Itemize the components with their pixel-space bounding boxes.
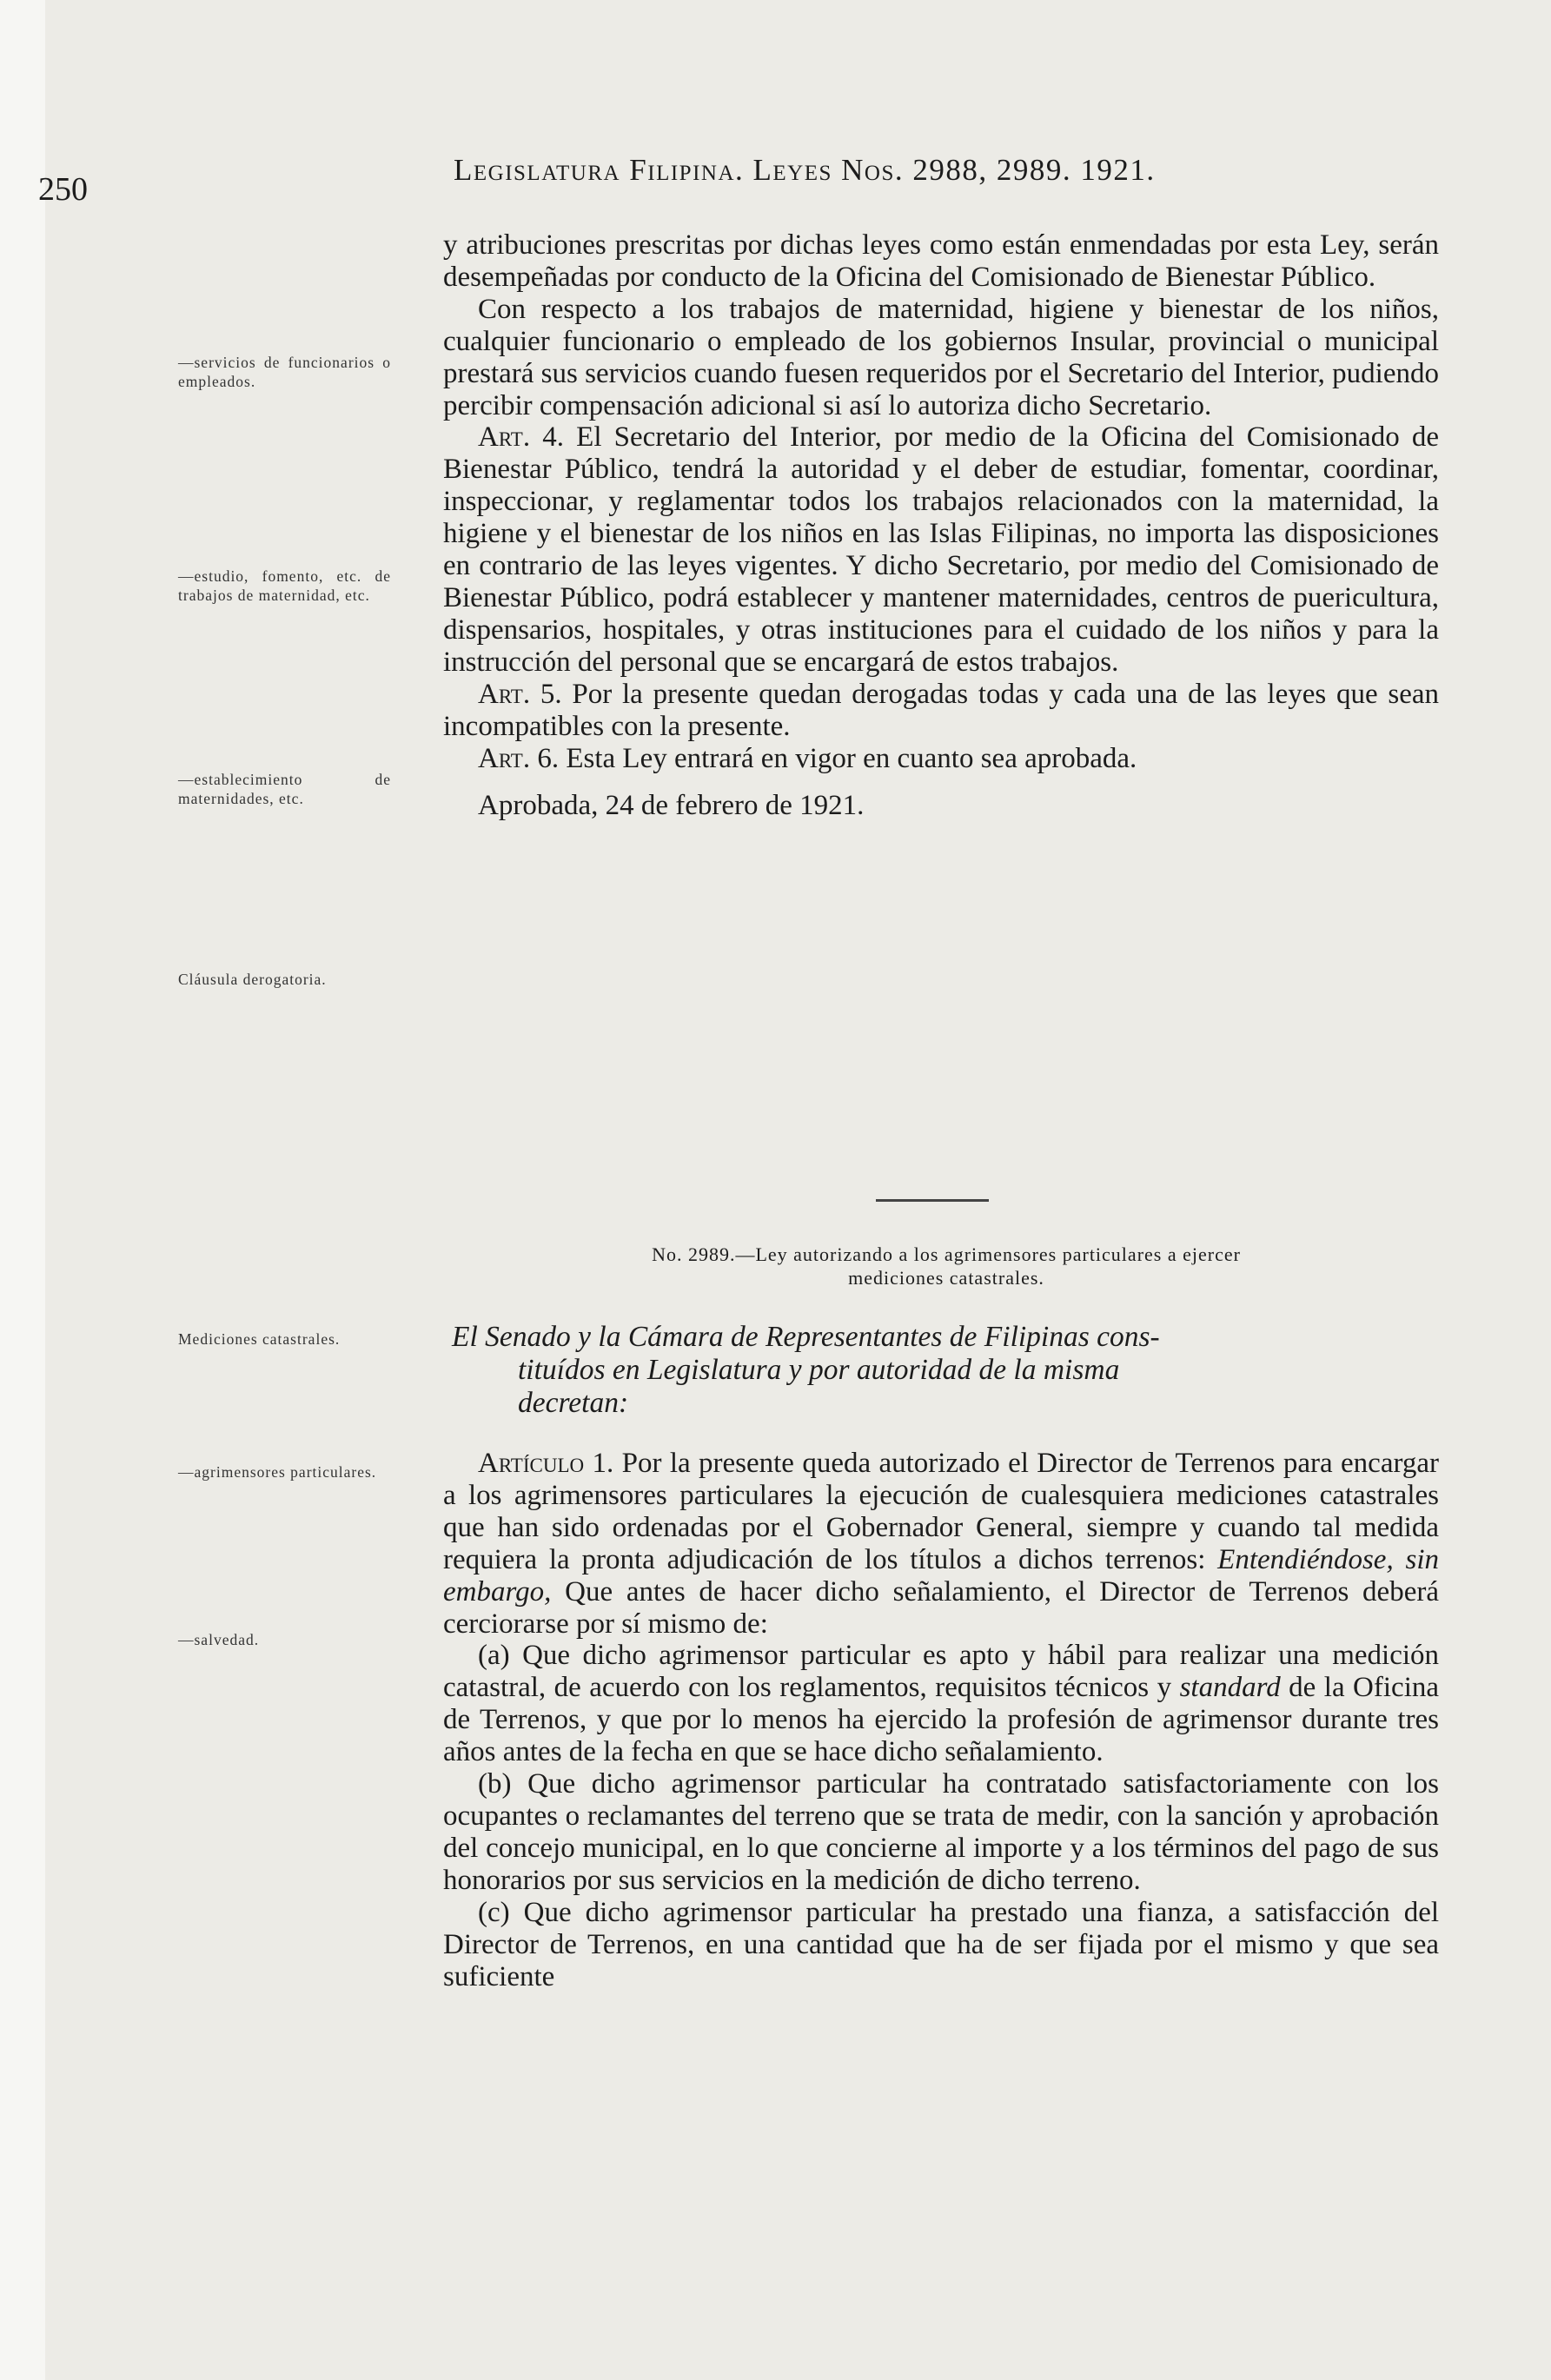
scan-edge xyxy=(0,0,45,2380)
margin-note-clausula: Cláusula derogatoria. xyxy=(178,971,327,988)
margin-note-mediciones: Mediciones catastrales. xyxy=(178,1330,341,1348)
running-head: Legislatura Filipina. Leyes Nos. 2988, 2989. 1921. xyxy=(454,153,1156,187)
clause-b-label: (b) xyxy=(478,1768,512,1800)
margin-note-servicios: —servicios de funcionarios o empleados. xyxy=(178,354,391,390)
clause-c-text: Que dicho agrimensor particular ha prestado una fianza, a satisfacción del Director de Terrenos, en una cantidad que ha de ser fijada por el mismo y que sea suficiente xyxy=(443,1896,1440,1992)
article-1-text-a: Por la presente queda autorizado el Director de Terrenos para encargar a los agrimensores particulares la ejecución de cualesquiera mediciones catastrales que han sido ordenadas por el Gobernador General, siempre y cuando tal medida requiera la pronta adjudicación de los títulos a dichos terrenos: xyxy=(443,1448,1439,1575)
margin-note-agrimensores: —agrimensores particulares. xyxy=(178,1463,377,1481)
law-2988-text xyxy=(443,229,1439,822)
law-2989-title xyxy=(454,1243,1439,1289)
article-4-label: Art. 4. xyxy=(478,421,564,454)
paragraph-servicios: Con respecto a los trabajos de maternidad, higiene y bienestar de los niños, cualquier funcionario o empleado de los gobiernos Insular, provincial o municipal prestará sus servicios cuando fuesen requeridos por el Secretario del Interior, pudiendo percibir compensación adicional si así lo autoriza dicho Secretario. xyxy=(443,293,1439,421)
article-5-text: Por la presente quedan derogadas todas y cada una de las leyes que sean incompatibles con la presente. xyxy=(443,678,1440,742)
margin-note-salvedad: —salvedad. xyxy=(178,1631,260,1648)
law-2989-text xyxy=(443,1448,1439,1992)
article-1 xyxy=(443,1448,1439,1640)
article-6-text: Esta Ley entrará en vigor en cuanto sea aprobada. xyxy=(566,742,1137,774)
article-6 xyxy=(443,743,1439,775)
article-5-label: Art. 5. xyxy=(478,678,562,710)
enacting-clause-line1: El Senado y la Cámara de Representantes de Filipinas cons- xyxy=(452,1321,1160,1353)
enacting-clause xyxy=(452,1321,1441,1420)
clause-c xyxy=(443,1897,1439,1993)
article-4 xyxy=(443,421,1439,678)
article-4-text: El Secretario del Interior, por medio de la Oficina del Comisionado de Bienestar Público, tendrá la autoridad y el deber de estudiar, fomentar, coordinar, inspeccionar, y reglamentar todos los trabajos relacionados con la maternidad, la higiene y el bienestar de los niños en las Islas Filipinas, no importa las disposiciones en contrario de las leyes vigentes. Y dicho Secretario, por medio del Comisionado de Bienestar Público, podrá establecer y mantener maternidades, centros de puericultura, dispensarios, hospitales, y otras instituciones para el cuidado de los niños y para la instrucción del personal que se encargará de estos trabajos. xyxy=(443,421,1439,678)
approval-date: Aprobada, 24 de febrero de 1921. xyxy=(478,790,865,822)
clause-a xyxy=(443,1640,1439,1768)
margin-note-estudio: —estudio, fomento, etc. de trabajos de maternidad, etc. xyxy=(178,567,391,604)
enacting-clause-line2: tituídos en Legislatura y por autoridad de la misma xyxy=(518,1354,1120,1386)
clause-b-text: Que dicho agrimensor particular ha contratado satisfactoriamente con los ocupantes o reclamantes del terreno que se trata de medir, con la sanción y aprobación del concejo municipal, en lo que concierne al importe y a los términos del pago de sus honorarios por sus servicios en la medición de dicho terreno. xyxy=(443,1768,1439,1896)
clause-a-label: (a) xyxy=(478,1640,510,1672)
article-1-proviso: Entendiéndose, sin embargo, xyxy=(443,1543,1440,1608)
enacting-clause-line3: decretan: xyxy=(518,1387,629,1419)
article-6-label: Art. 6. xyxy=(478,742,560,774)
clause-c-label: (c) xyxy=(478,1896,510,1928)
law-2989-title-line2: mediciones catastrales. xyxy=(848,1267,1044,1289)
clause-b xyxy=(443,1768,1439,1897)
margin-note-establecimiento: —establecimiento de maternidades, etc. xyxy=(178,771,391,807)
article-1-label: Artículo 1. xyxy=(478,1448,614,1479)
article-1-text-b: Que antes de hacer dicho señalamiento, el Director de Terrenos deberá cerciorarse por sí mismo de: xyxy=(443,1575,1439,1640)
law-2989-title-line1: No. 2989.—Ley autorizando a los agrimensores particulares a ejercer xyxy=(652,1243,1241,1265)
article-5 xyxy=(443,679,1439,743)
paragraph-atribuciones: y atribuciones prescritas por dichas leyes como están enmendadas por esta Ley, serán desempeñadas por conducto de la Oficina del Comisionado de Bienestar Público. xyxy=(443,229,1439,293)
section-divider xyxy=(876,1199,989,1202)
clause-a-text-2: de la Oficina de Terrenos, y que por lo menos ha ejercido la profesión de agrimensor durante tres años antes de la fecha en que se hace dicho señalamiento. xyxy=(443,1672,1440,1768)
page-number: 250 xyxy=(38,171,88,208)
clause-a-standard: standard xyxy=(1179,1672,1281,1704)
clause-a-text-1: Que dicho agrimensor particular es apto y hábil para realizar una medición catastral, de acuerdo con los reglamentos, requisitos técnicos y xyxy=(443,1640,1440,1704)
